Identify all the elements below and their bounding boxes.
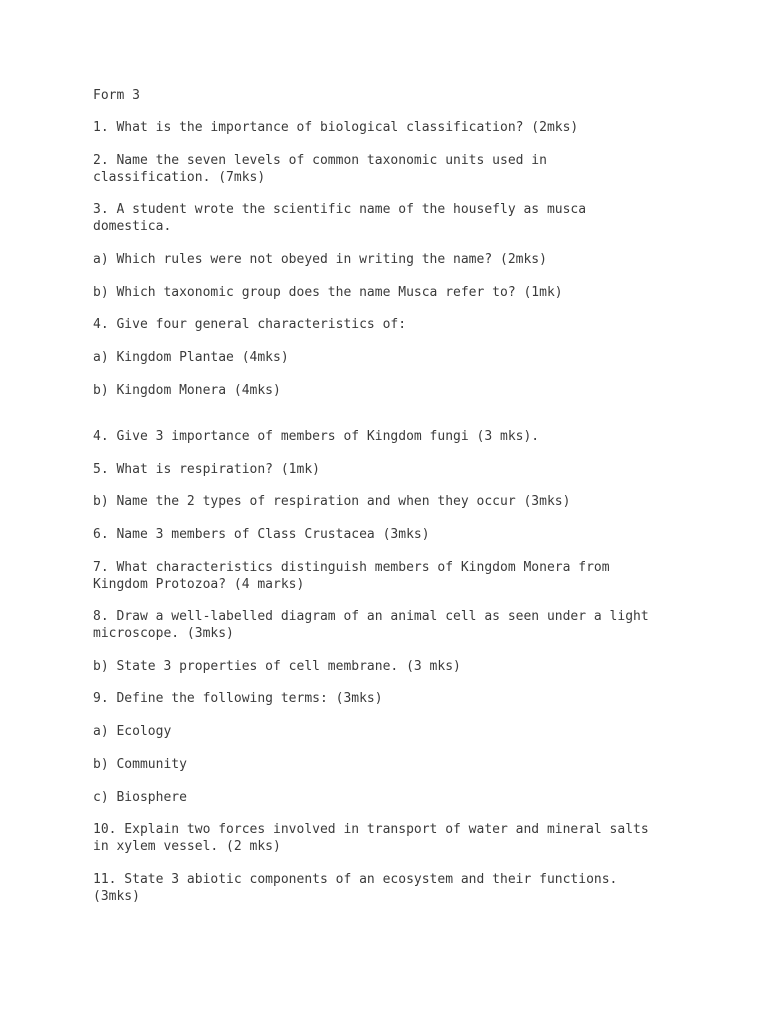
question-4-fungi: 4. Give 3 importance of members of Kingdom fungi (3 mks). [93,429,540,444]
question-1: 1. What is the importance of biological classification? (2mks) [93,120,579,135]
question-4a: a) Kingdom Plantae (4mks) [93,350,289,365]
question-3b: b) Which taxonomic group does the name Musca refer to? (1mk) [93,285,563,300]
question-3: 3. A student wrote the scientific name of the housefly as musca domestica. [93,202,587,234]
question-8: 8. Draw a well-labelled diagram of an animal cell as seen under a light microscope. (3mks) [93,609,649,641]
question-2: 2. Name the seven levels of common taxonomic units used in classification. (7mks) [93,153,547,185]
question-5b: b) Name the 2 types of respiration and when they occur (3mks) [93,494,571,509]
question-9: 9. Define the following terms: (3mks) [93,691,383,706]
question-6: 6. Name 3 members of Class Crustacea (3mks) [93,527,430,542]
question-4b: b) Kingdom Monera (4mks) [93,383,281,398]
question-3a: a) Which rules were not obeyed in writing the name? (2mks) [93,252,547,267]
question-7: 7. What characteristics distinguish members of Kingdom Monera from Kingdom Protozoa? (4 marks) [93,560,610,592]
question-9c: c) Biosphere [93,790,187,805]
question-9a: a) Ecology [93,724,172,739]
question-11: 11. State 3 abiotic components of an ecosystem and their functions. (3mks) [93,872,618,904]
question-10: 10. Explain two forces involved in transport of water and mineral salts in xylem vessel. (2 mks) [93,822,649,854]
document-heading: Form 3 [93,88,140,103]
question-8b: b) State 3 properties of cell membrane. (3 mks) [93,659,461,674]
question-5: 5. What is respiration? (1mk) [93,462,320,477]
question-4: 4. Give four general characteristics of: [93,317,407,332]
question-9b: b) Community [93,757,187,772]
